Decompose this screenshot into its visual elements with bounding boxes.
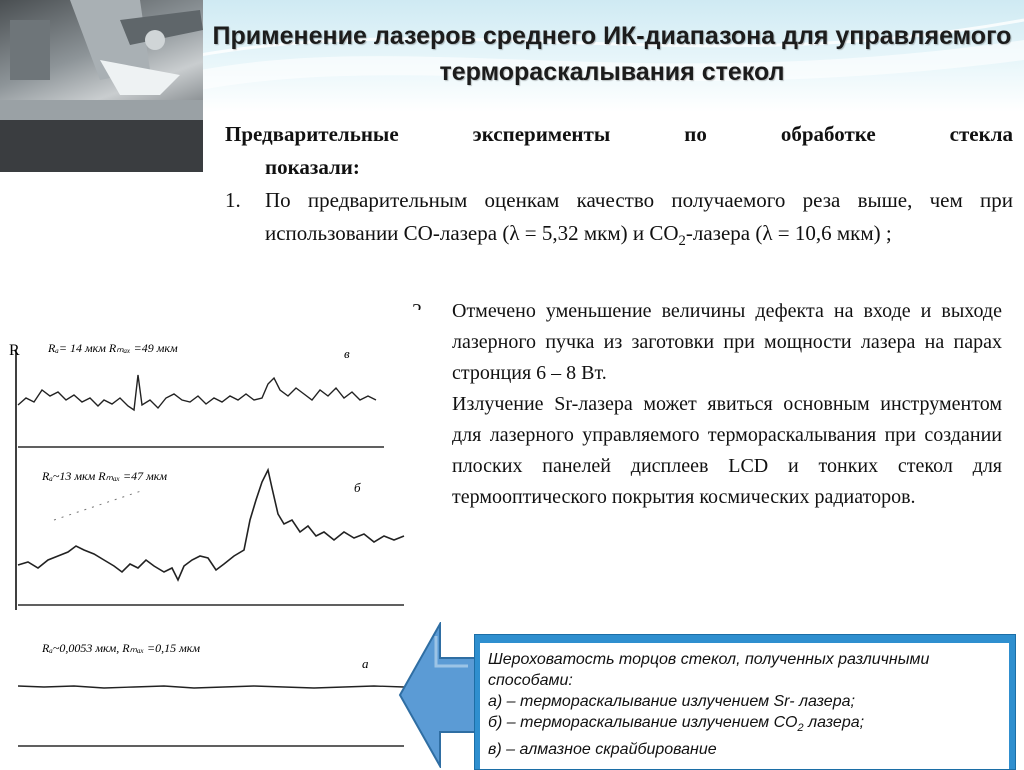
list-item — [412, 296, 1002, 389]
roughness-profiles-figure — [4, 310, 432, 768]
findings-list — [412, 296, 1002, 513]
figure-caption-box — [474, 634, 1016, 770]
panel-b-label: Rₐ~13 мкм Rₘₐₓ =47 мкм — [42, 469, 168, 483]
page-title: Применение лазеров среднего ИК-диапазона для управляемого термораскалывания стекол — [212, 22, 1012, 86]
intro-block — [225, 118, 1013, 258]
caption-line: а) – термораскалывание излучением Sr- лазера; — [488, 693, 855, 710]
list-item — [225, 184, 1013, 258]
panel-a-tag: а — [362, 656, 369, 671]
laser-setup-photo — [0, 0, 203, 172]
list-item-text: Излучение Sr-лазера может явиться основным инструментом для лазерного управляемого термораскалывания при создании плоских панелей дисплеев LCD и тонких стекол для термооптического покрытия космических радиаторов. — [452, 393, 1002, 508]
panel-b-tag: б — [354, 480, 361, 495]
figure-caption — [480, 643, 1009, 769]
axis-label: R — [9, 342, 20, 359]
intro-lead: Предварительные эксперименты по обработке стекла — [225, 122, 1013, 146]
list-item — [412, 389, 1002, 513]
caption-line: б) – термораскалывание излучением $СО_2$ лазера; — [488, 714, 865, 735]
left-arrow-icon — [398, 622, 478, 768]
list-item-text: По предварительным оценкам качество получаемого реза выше, чем при использовании СО-лазера (λ = 5,32 мкм) и $СО_2$-лазера (λ = 10,6 мкм) ; — [265, 188, 1013, 250]
panel-a-label: Rₐ~0,0053 мкм, Rₘₐₓ =0,15 мкм — [42, 641, 201, 655]
caption-line: в) – алмазное скрайбирование — [488, 741, 717, 759]
panel-c-label: Rₐ= 14 мкм Rₘₐₓ =49 мкм — [48, 341, 178, 355]
panel-c-tag: в — [344, 346, 350, 361]
caption-line: Шероховатость торцов стекол, полученных различными способами: — [488, 651, 930, 689]
list-item-text: Отмечено уменьшение величины дефекта на входе и выходе лазерного пучка из заготовки при мощности лазера на парах стронция 6 – 8 Вт. — [452, 300, 1002, 384]
intro-lead-continuation: показали: — [265, 155, 360, 179]
list-item-number: 1. — [225, 188, 241, 212]
